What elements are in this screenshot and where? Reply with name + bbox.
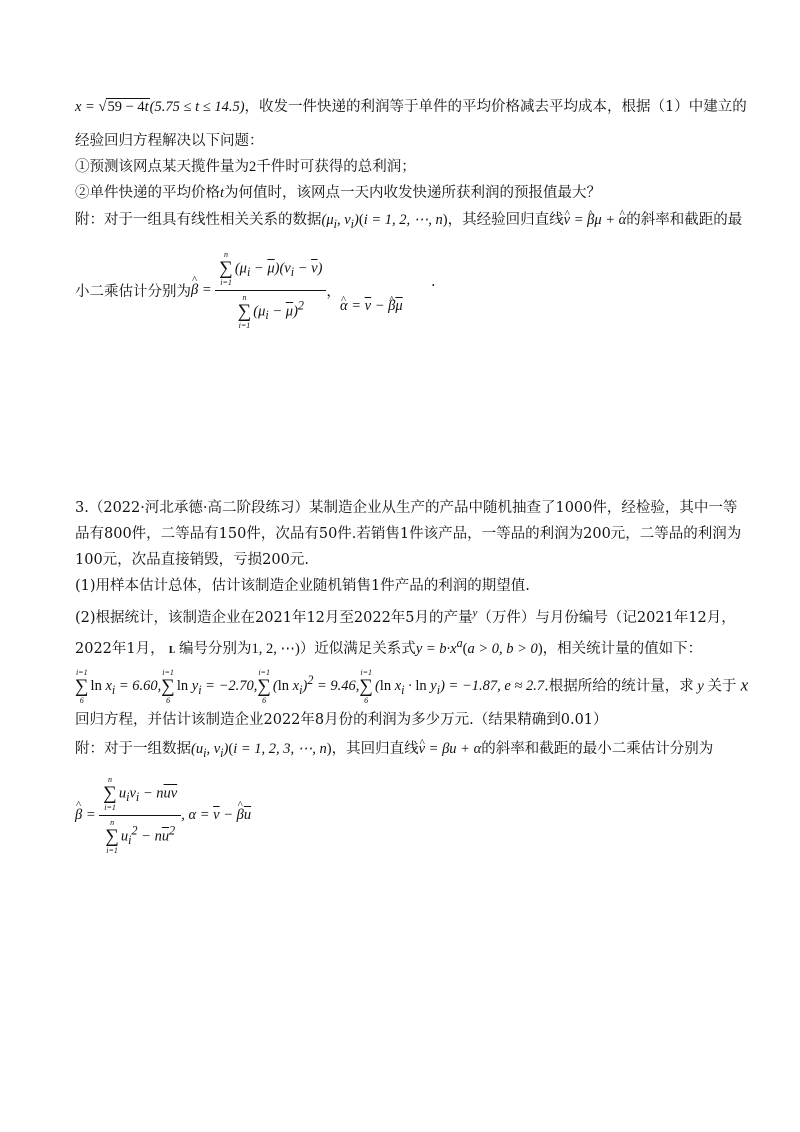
data-pairs-uv: ($u_i$, $v_i)(i = 1$, 2, 3, ⋯, n) bbox=[191, 741, 332, 760]
regression-line-uv: ^ v = βu + α bbox=[419, 741, 482, 757]
problem3-formula-block bbox=[75, 775, 251, 856]
ellipsis-symbol: L bbox=[168, 645, 175, 656]
beta-fraction: n ∑ i=1 $(\mu_i - \overline{\mu})(v_i - \overline{v})$ n ∑ i=1 $(\mu_i - \overline{\mu})^2$ bbox=[215, 250, 326, 331]
power-model-formula: $y = b\cdot x^a(a > 0$, b > 0) bbox=[415, 636, 543, 657]
problem3-source: （2022·河北承德·高二阶段练习） bbox=[88, 500, 309, 516]
var-y-2: y bbox=[693, 678, 708, 695]
problem3-part1: (1)用样本估计总体，估计该制造企业随机销售1件产品的利润的期望值. bbox=[75, 578, 530, 594]
problem3-appendix: 附：对于一组数据($u_i$, $v_i)(i = 1$, 2, 3, ⋯, n)，其回归直线^ v = βu + α的斜率和截距的最小二乘估计分别为 bbox=[75, 739, 713, 763]
problem2-line2: 经验回归方程解决以下问题： bbox=[75, 133, 264, 149]
stat-sum-lnx-lny: i=1 ∑ 6 (ln $x_i \cdot \ln y_i) = -1.87$, e ≈ 2.7 bbox=[359, 668, 545, 705]
problem3-line1: 3.（2022·河北承德·高二阶段练习）某制造企业从生产的产品中随机抽查了1000件，经检验，其中一等 bbox=[75, 500, 738, 516]
index-sequence: 1, 2, ⋯) bbox=[251, 640, 300, 657]
beta-hat-uv: ^ β = bbox=[75, 807, 99, 823]
alpha-hat-formula: ^ $\alpha = \overline{v}$ − ^ $\beta\overline{\mu}$ bbox=[340, 296, 403, 316]
problem2-question2: ②单件快递的平均价格t为何值时，该网点一天内收发快递所获利润的预报值最大？ bbox=[75, 185, 602, 201]
beta-hat-formula: ^ β = bbox=[191, 282, 215, 298]
alpha-uv: , $\alpha = \overline{v}$ − ^ $\beta\overline{u}$ bbox=[181, 807, 251, 823]
problem2-line1: x = √59 − 4t(5.75 ≤ t ≤ 14.5)，收发一件快递的利润等于单件的平均价格减去平均成本，根据（1）中建立的 bbox=[75, 99, 747, 115]
stat-sum-lnx: i=1 ∑ 6 $\ln x_i = 6.60$, bbox=[75, 668, 162, 705]
stat-sum-lny: i=1 ∑ 6 $\ln y_i = -2.70$, bbox=[161, 668, 258, 705]
beta-uv-fraction: n ∑ i=1 $u_iv_i - n\overline{uv}$ n ∑ i=1 $u_i^2 - n\overline{u}^2$ bbox=[99, 775, 181, 856]
problem2-question1: ①预测该网点某天揽件量为2千件时可获得的总利润； bbox=[75, 159, 416, 175]
problem2-appendix: 附：对于一组具有线性相关关系的数据($\mu_i$, $v_i)(i = 1$, 2, ⋯, n)，其经验回归直线^ v = ^ βμ + ^ α的斜率和截距的最 bbox=[75, 210, 742, 234]
data-pairs-formula: ($\mu_i$, $v_i)(i = 1$, 2, ⋯, n) bbox=[321, 212, 448, 231]
var-y: y bbox=[472, 607, 478, 619]
problem3-line2: 品有800件，二等品有150件，次品有50件.若销售1件该产品，一等品的利润为200元，二等品的利润为 bbox=[75, 526, 742, 542]
var-x: x bbox=[736, 675, 749, 695]
formula-period: . bbox=[431, 274, 436, 290]
problem3-line3: 100元，次品直接销毁，亏损200元. bbox=[75, 552, 309, 568]
problem3-part2-line1: (2)根据统计，该制造企业在2021年12月至2022年5月的产量$^y$（万件）与月份编号（记2021年12月， bbox=[75, 607, 736, 626]
stat-sum-lnx-squared: i=1 ∑ 6 (ln $x_i)^2 = 9.46$, bbox=[257, 668, 360, 705]
problem3-part2-line2: 2022年1月， L 编号分别为1, 2, ⋯)）近似满足关系式$y = b\cdot x^a(a > 0$, b > 0)，相关统计量的值如下： bbox=[75, 636, 703, 657]
formula-x-sqrt: x = √59 − 4t(5.75 ≤ t ≤ 14.5) bbox=[75, 99, 245, 115]
problem2-formula-block: 小二乘估计分别为^ β = n ∑ i=1 $(\mu_i - \overline{\mu})(v_i - \overline{v})$ n ∑ i=1 $(\mu_i - \overline{\mu})^2$ ， bbox=[75, 250, 341, 331]
regression-line-formula: ^ v = ^ βμ + ^ α bbox=[564, 212, 627, 228]
problem3-stats-line: i=1 ∑ 6 $\ln x_i = 6.60$, i=1 ∑ 6 $\ln y_i = -2.70$, i=1 ∑ 6 (ln $x_i)^2 = 9.46$, i=1 ∑ 6 (ln $x_i \cdot \ln y_i) = -1.87$, e ≈ 2.7.根据所给的统计量，求 y 关于 x bbox=[75, 668, 749, 705]
problem3-stats-line2: 回归方程，并估计该制造企业2022年8月份的利润为多少万元.（结果精确到0.01） bbox=[75, 712, 608, 728]
